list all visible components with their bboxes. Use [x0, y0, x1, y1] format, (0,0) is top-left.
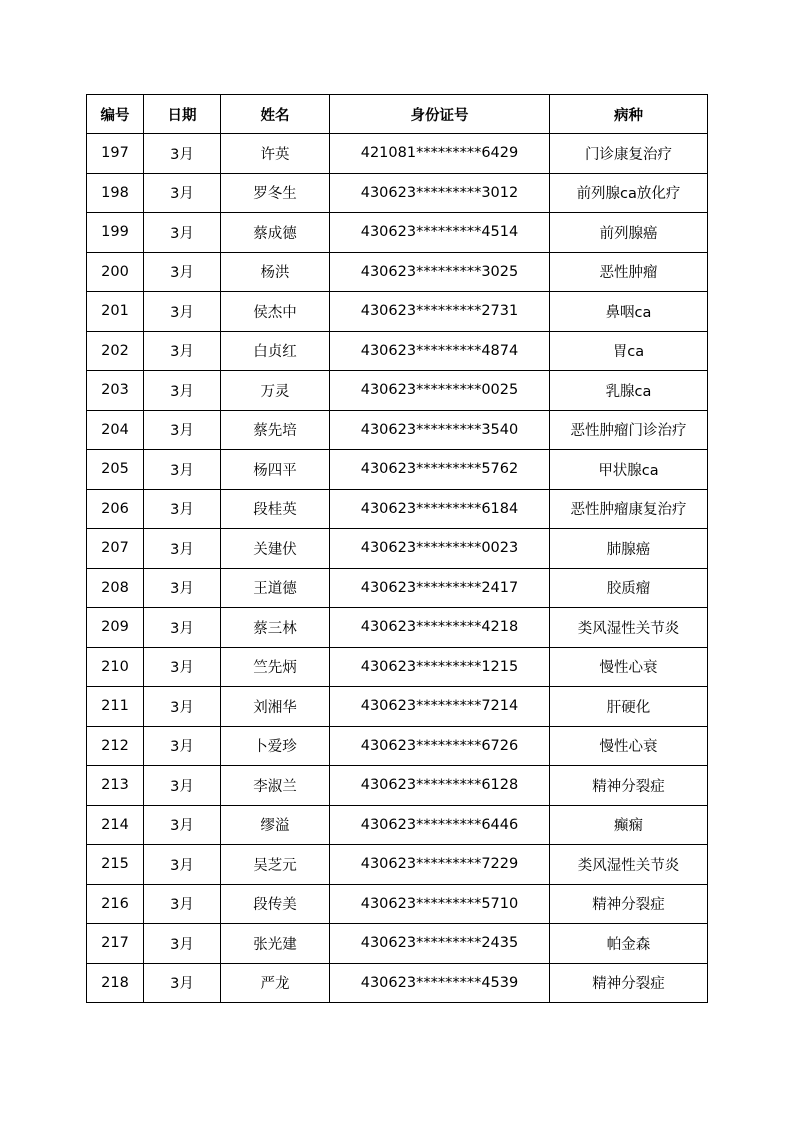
table-row — [87, 173, 708, 213]
cell-disease: 甲状腺ca — [550, 450, 708, 490]
cell-id-number: 430623*********2417 — [330, 568, 550, 608]
table-row — [87, 766, 708, 806]
table-row — [87, 963, 708, 1003]
cell-id-number: 430623*********2731 — [330, 292, 550, 332]
table-row — [87, 410, 708, 450]
table-row — [87, 845, 708, 885]
cell-disease: 类风湿性关节炎 — [550, 608, 708, 648]
cell-date: 3月 — [144, 331, 221, 371]
cell-disease: 肝硬化 — [550, 687, 708, 727]
table-row — [87, 647, 708, 687]
cell-name: 罗冬生 — [221, 173, 330, 213]
cell-id-number: 430623*********4514 — [330, 213, 550, 253]
cell-id-number: 430623*********3012 — [330, 173, 550, 213]
table-row — [87, 687, 708, 727]
cell-disease: 乳腺ca — [550, 371, 708, 411]
cell-disease: 帕金森 — [550, 924, 708, 964]
table-row — [87, 252, 708, 292]
cell-id-number: 430623*********3540 — [330, 410, 550, 450]
cell-date: 3月 — [144, 805, 221, 845]
cell-disease: 鼻咽ca — [550, 292, 708, 332]
cell-date: 3月 — [144, 489, 221, 529]
cell-id-number: 430623*********6726 — [330, 726, 550, 766]
cell-disease: 慢性心衰 — [550, 647, 708, 687]
table-body — [87, 134, 708, 1003]
cell-name: 杨四平 — [221, 450, 330, 490]
cell-id-number: 430623*********4539 — [330, 963, 550, 1003]
table-row — [87, 213, 708, 253]
cell-name: 张光建 — [221, 924, 330, 964]
cell-name: 王道德 — [221, 568, 330, 608]
cell-name: 段桂英 — [221, 489, 330, 529]
cell-number: 208 — [87, 568, 144, 608]
patient-table-container — [86, 94, 708, 1003]
cell-number: 201 — [87, 292, 144, 332]
cell-number: 211 — [87, 687, 144, 727]
cell-disease: 胃ca — [550, 331, 708, 371]
cell-id-number: 430623*********6184 — [330, 489, 550, 529]
cell-number: 200 — [87, 252, 144, 292]
cell-date: 3月 — [144, 568, 221, 608]
header-date: 日期 — [144, 95, 221, 134]
cell-name: 蔡成德 — [221, 213, 330, 253]
cell-date: 3月 — [144, 884, 221, 924]
cell-name: 关建伏 — [221, 529, 330, 569]
cell-disease: 肺腺癌 — [550, 529, 708, 569]
table-row — [87, 292, 708, 332]
cell-date: 3月 — [144, 173, 221, 213]
cell-date: 3月 — [144, 450, 221, 490]
table-row — [87, 331, 708, 371]
cell-id-number: 430623*********2435 — [330, 924, 550, 964]
cell-name: 李淑兰 — [221, 766, 330, 806]
cell-date: 3月 — [144, 134, 221, 174]
header-id-number: 身份证号 — [330, 95, 550, 134]
table-row — [87, 805, 708, 845]
table-row — [87, 884, 708, 924]
cell-id-number: 430623*********0023 — [330, 529, 550, 569]
table-row — [87, 529, 708, 569]
cell-disease: 精神分裂症 — [550, 766, 708, 806]
cell-name: 蔡三林 — [221, 608, 330, 648]
cell-name: 严龙 — [221, 963, 330, 1003]
cell-id-number: 430623*********3025 — [330, 252, 550, 292]
cell-date: 3月 — [144, 213, 221, 253]
cell-id-number: 430623*********6128 — [330, 766, 550, 806]
cell-disease: 胶质瘤 — [550, 568, 708, 608]
table-row — [87, 371, 708, 411]
cell-number: 217 — [87, 924, 144, 964]
cell-name: 白贞红 — [221, 331, 330, 371]
cell-name: 缪溢 — [221, 805, 330, 845]
cell-disease: 恶性肿瘤 — [550, 252, 708, 292]
header-name: 姓名 — [221, 95, 330, 134]
cell-disease: 恶性肿瘤康复治疗 — [550, 489, 708, 529]
cell-date: 3月 — [144, 924, 221, 964]
cell-number: 207 — [87, 529, 144, 569]
cell-number: 197 — [87, 134, 144, 174]
cell-date: 3月 — [144, 252, 221, 292]
cell-number: 202 — [87, 331, 144, 371]
cell-id-number: 430623*********7214 — [330, 687, 550, 727]
cell-name: 侯杰中 — [221, 292, 330, 332]
cell-date: 3月 — [144, 410, 221, 450]
table-row — [87, 924, 708, 964]
cell-name: 许英 — [221, 134, 330, 174]
cell-id-number: 430623*********0025 — [330, 371, 550, 411]
cell-disease: 门诊康复治疗 — [550, 134, 708, 174]
cell-id-number: 430623*********1215 — [330, 647, 550, 687]
cell-number: 206 — [87, 489, 144, 529]
cell-name: 万灵 — [221, 371, 330, 411]
cell-date: 3月 — [144, 647, 221, 687]
cell-name: 蔡先培 — [221, 410, 330, 450]
cell-date: 3月 — [144, 529, 221, 569]
cell-disease: 精神分裂症 — [550, 963, 708, 1003]
cell-disease: 慢性心衰 — [550, 726, 708, 766]
cell-id-number: 430623*********4874 — [330, 331, 550, 371]
cell-disease: 前列腺ca放化疗 — [550, 173, 708, 213]
cell-number: 212 — [87, 726, 144, 766]
table-row — [87, 134, 708, 174]
cell-date: 3月 — [144, 963, 221, 1003]
cell-date: 3月 — [144, 766, 221, 806]
cell-disease: 精神分裂症 — [550, 884, 708, 924]
cell-number: 213 — [87, 766, 144, 806]
cell-number: 215 — [87, 845, 144, 885]
cell-date: 3月 — [144, 726, 221, 766]
cell-date: 3月 — [144, 608, 221, 648]
cell-id-number: 421081*********6429 — [330, 134, 550, 174]
cell-id-number: 430623*********4218 — [330, 608, 550, 648]
cell-number: 205 — [87, 450, 144, 490]
table-row — [87, 726, 708, 766]
cell-disease: 前列腺癌 — [550, 213, 708, 253]
table-row — [87, 450, 708, 490]
patient-table — [86, 94, 708, 1003]
cell-name: 卜爱珍 — [221, 726, 330, 766]
table-row — [87, 568, 708, 608]
table-row — [87, 489, 708, 529]
header-number: 编号 — [87, 95, 144, 134]
cell-number: 198 — [87, 173, 144, 213]
cell-number: 204 — [87, 410, 144, 450]
cell-disease: 癫痫 — [550, 805, 708, 845]
cell-disease: 恶性肿瘤门诊治疗 — [550, 410, 708, 450]
cell-name: 段传美 — [221, 884, 330, 924]
cell-id-number: 430623*********7229 — [330, 845, 550, 885]
cell-id-number: 430623*********6446 — [330, 805, 550, 845]
cell-name: 竺先炳 — [221, 647, 330, 687]
cell-number: 209 — [87, 608, 144, 648]
cell-number: 218 — [87, 963, 144, 1003]
cell-id-number: 430623*********5762 — [330, 450, 550, 490]
table-header-row — [87, 95, 708, 134]
cell-name: 刘湘华 — [221, 687, 330, 727]
cell-date: 3月 — [144, 292, 221, 332]
header-disease: 病种 — [550, 95, 708, 134]
cell-number: 203 — [87, 371, 144, 411]
table-row — [87, 608, 708, 648]
cell-date: 3月 — [144, 845, 221, 885]
cell-id-number: 430623*********5710 — [330, 884, 550, 924]
cell-disease: 类风湿性关节炎 — [550, 845, 708, 885]
cell-date: 3月 — [144, 371, 221, 411]
cell-date: 3月 — [144, 687, 221, 727]
cell-number: 216 — [87, 884, 144, 924]
cell-number: 199 — [87, 213, 144, 253]
cell-number: 210 — [87, 647, 144, 687]
cell-name: 吴芝元 — [221, 845, 330, 885]
cell-name: 杨洪 — [221, 252, 330, 292]
cell-number: 214 — [87, 805, 144, 845]
